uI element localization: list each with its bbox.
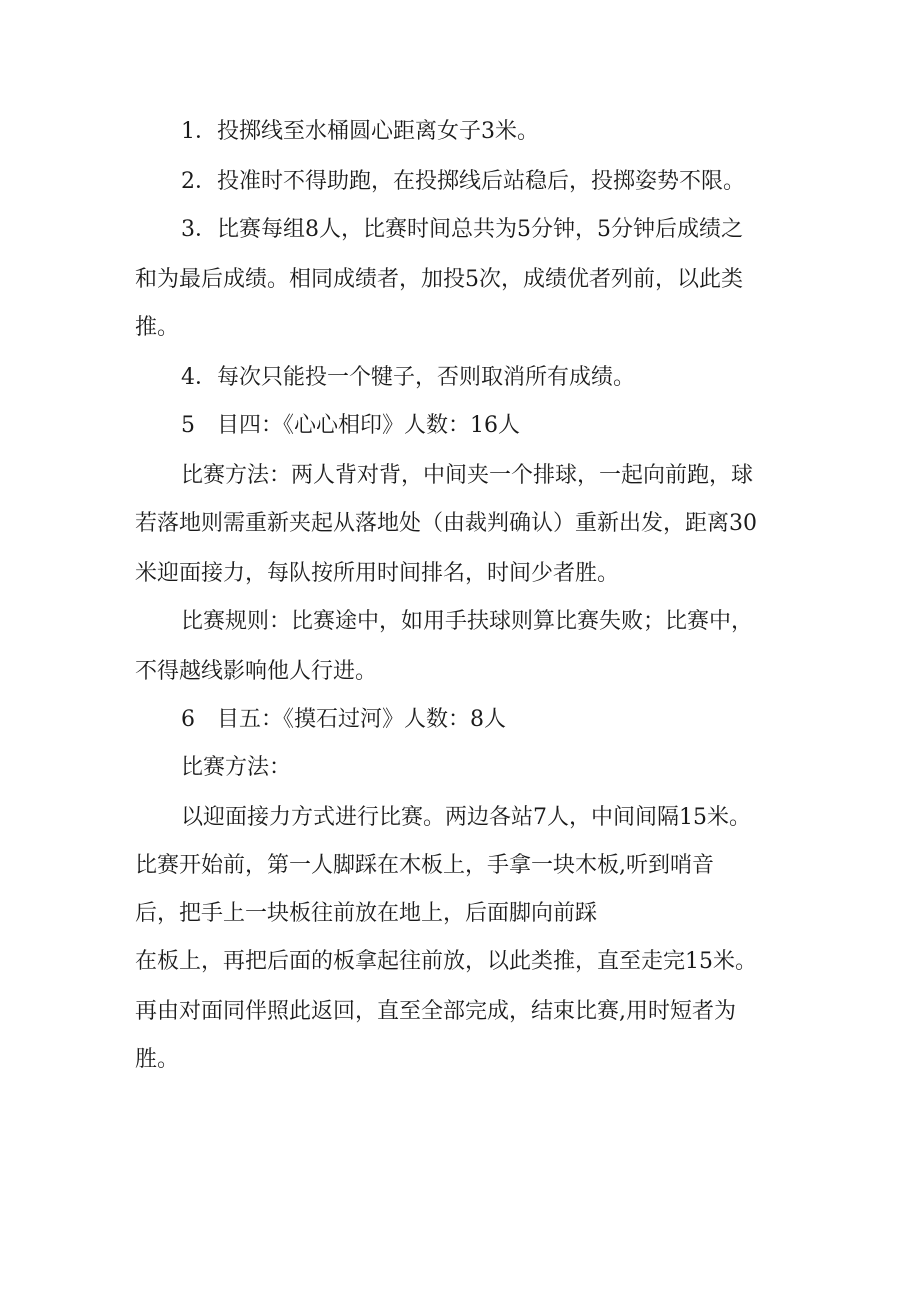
section-heading-4: 5 目四：《心心相印》人数：16人: [181, 413, 520, 438]
method-paragraph-line-3: 米迎面接力，每队按所用时间排名，时间少者胜。: [135, 561, 620, 586]
method-paragraph-2-line-4: 在板上，再把后面的板拿起往前放，以此类推，直至走完15米。: [135, 949, 757, 974]
method-paragraph-line-2: 若落地则需重新夹起从落地处（由裁判确认）重新出发，距离30: [135, 511, 757, 536]
rule-line-1: 1．投掷线至水桶圆心距离女子3米。: [181, 119, 539, 144]
method-paragraph-2-line-5: 再由对面同伴照此返回，直至全部完成，结束比赛,用时短者为: [135, 999, 736, 1024]
method-paragraph-2-line-6: 胜。: [135, 1047, 180, 1072]
rule-line-3: 3．比赛每组8人，比赛时间总共为5分钟，5分钟后成绩之: [181, 217, 743, 242]
method-paragraph-2-line-3: 后，把手上一块板往前放在地上，后面脚向前踩: [135, 901, 598, 926]
method-label: 比赛方法：: [181, 755, 292, 780]
rules-paragraph-line-2: 不得越线影响他人行进。: [135, 659, 378, 684]
rules-paragraph-start: 比赛规则：比赛途中，如用手扶球则算比赛失败；比赛中，: [181, 609, 754, 634]
rule-line-3-cont: 和为最后成绩。相同成绩者，加投5次，成绩优者列前，以此类: [135, 267, 743, 292]
method-paragraph-2-line-2: 比赛开始前，第一人脚踩在木板上，手拿一块木板,听到哨音: [135, 853, 714, 878]
rule-line-4: 4．每次只能投一个犍子，否则取消所有成绩。: [181, 365, 635, 390]
rule-line-2: 2．投准时不得助跑，在投掷线后站稳后，投掷姿势不限。: [181, 169, 745, 194]
method-paragraph-start: 比赛方法：两人背对背，中间夹一个排球，一起向前跑，球: [181, 463, 754, 488]
method-paragraph-2-start: 以迎面接力方式进行比赛。两边各站7人，中间间隔15米。: [181, 805, 751, 830]
section-heading-5: 6 目五：《摸石过河》人数：8人: [181, 707, 506, 732]
rule-line-3-end: 推。: [135, 315, 180, 340]
